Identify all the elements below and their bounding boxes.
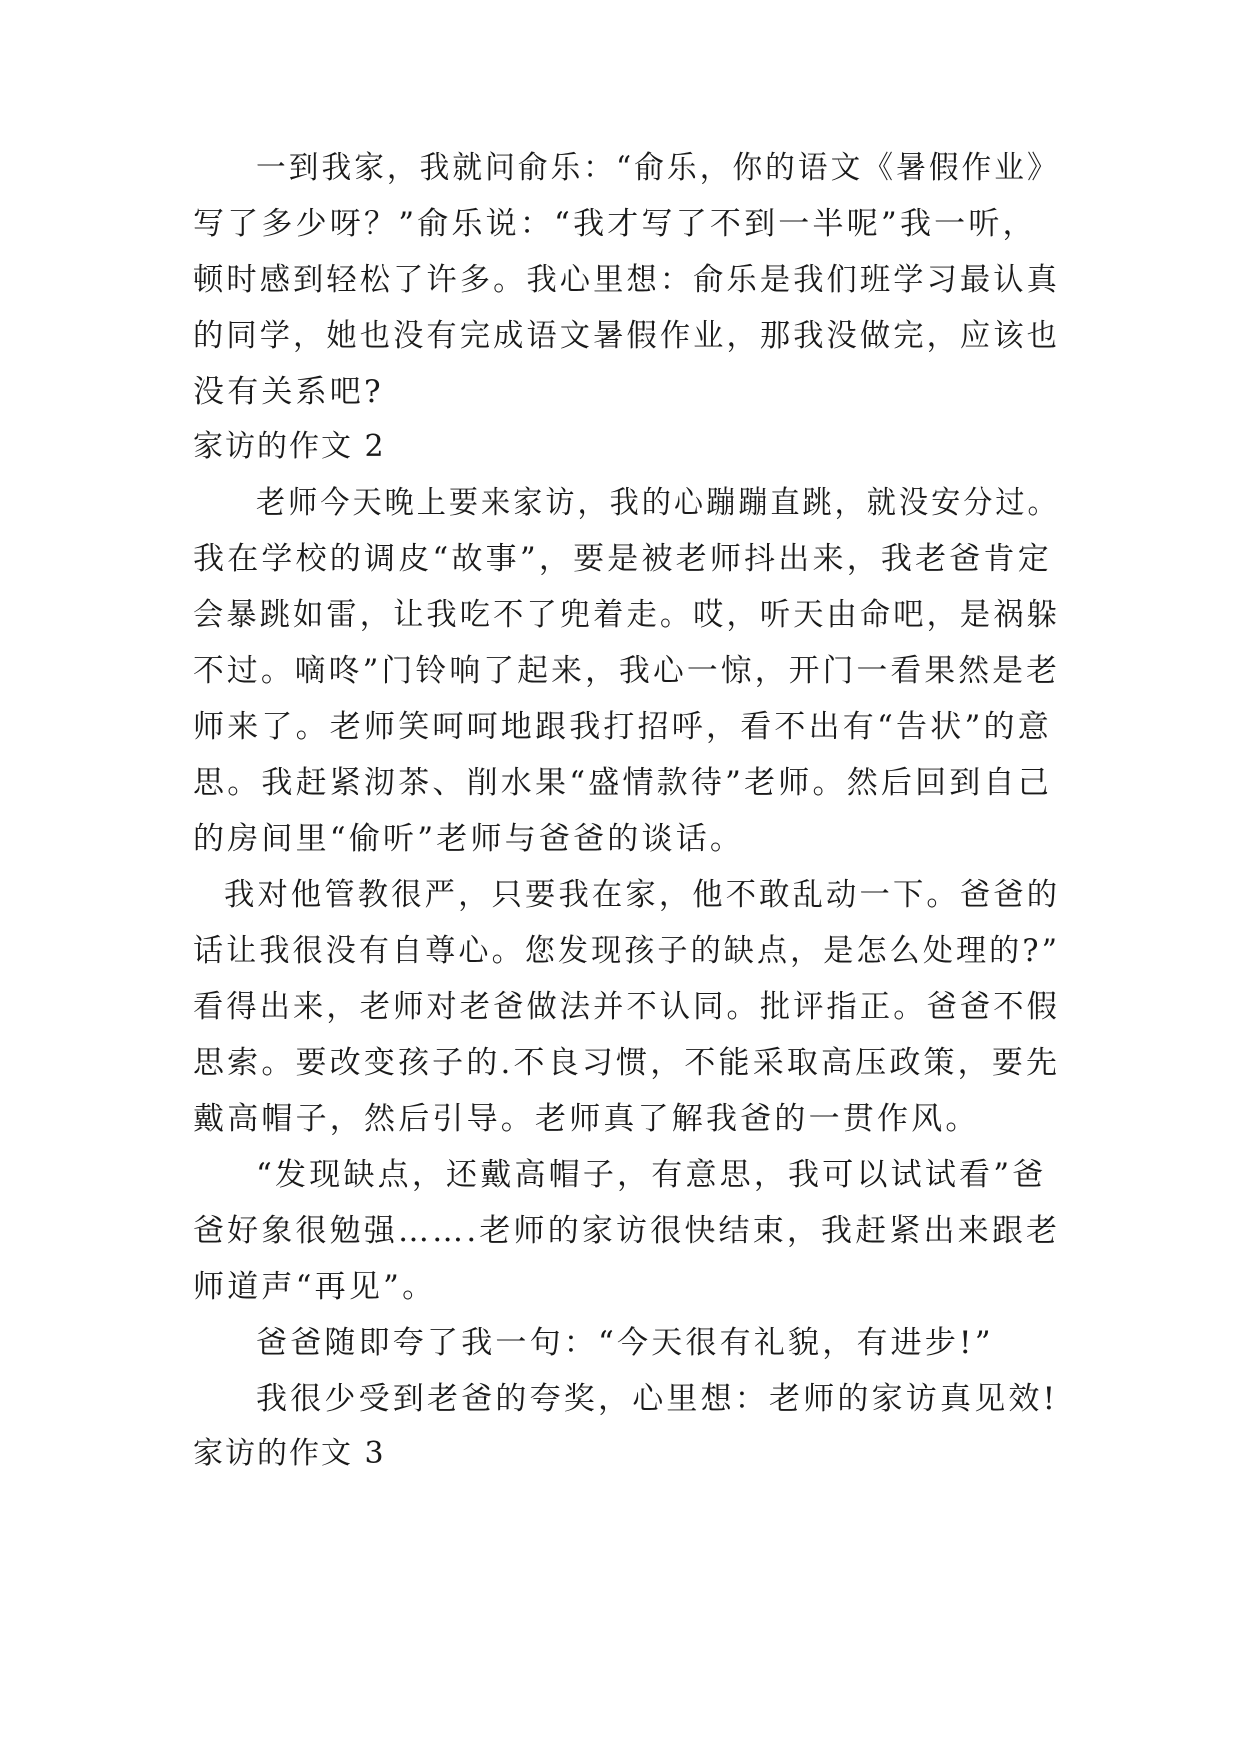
paragraph-line: 会暴跳如雷，让我吃不了兜着走。哎，听天由命吧，是祸躲 [193,597,1060,633]
paragraph-line: 戴高帽子，然后引导。老师真了解我爸的一贯作风。 [193,1101,980,1137]
paragraph-line: “发现缺点，还戴高帽子，有意思，我可以试试看”爸 [256,1157,1047,1193]
paragraph-line: 的房间里“偷听”老师与爸爸的谈话。 [193,821,745,857]
section-heading: 家访的作文 3 [193,1436,386,1471]
paragraph-line: 老师今天晚上要来家访，我的心蹦蹦直跳，就没安分过。 [256,485,1060,521]
paragraph-line: 看得出来，老师对老爸做法并不认同。批评指正。爸爸不假 [193,989,1060,1025]
paragraph-line: 爸爸随即夸了我一句：“今天很有礼貌，有进步!” [256,1325,994,1361]
paragraph-line: 思。我赶紧沏茶、削水果“盛情款待”老师。然后回到自己 [193,765,1052,801]
paragraph-line: 爸好象很勉强…….老师的家访很快结束，我赶紧出来跟老 [193,1213,1061,1249]
paragraph-line: 师道声“再见”。 [193,1269,437,1305]
paragraph-line: 思索。要改变孩子的.不良习惯，不能采取高压政策，要先 [193,1045,1061,1081]
paragraph-line: 不过。嘀咚”门铃响了起来，我心一惊，开门一看果然是老 [193,653,1061,689]
paragraph-line: 师来了。老师笑呵呵地跟我打招呼，看不出有“告状”的意 [193,709,1052,745]
paragraph-line: 话让我很没有自尊心。您发现孩子的缺点，是怎么处理的?” [193,933,1061,969]
paragraph-line: 没有关系吧? [193,374,384,410]
paragraph-line: 我对他管教很严，只要我在家，他不敢乱动一下。爸爸的 [224,877,1061,913]
paragraph-line: 我在学校的调皮“故事”，要是被老师抖出来，我老爸肯定 [193,541,1052,577]
paragraph-line: 的同学，她也没有完成语文暑假作业，那我没做完，应该也 [193,318,1060,354]
paragraph-line: 一到我家，我就问俞乐：“俞乐，你的语文《暑假作业》 [256,150,1060,186]
paragraph-line: 顿时感到轻松了许多。我心里想：俞乐是我们班学习最认真 [193,262,1060,298]
paragraph-line: 我很少受到老爸的夸奖，心里想：老师的家访真见效! [256,1381,1059,1417]
paragraph-line: 写了多少呀？”俞乐说：“我才写了不到一半呢”我一听， [193,206,1037,242]
section-heading: 家访的作文 2 [193,429,386,464]
